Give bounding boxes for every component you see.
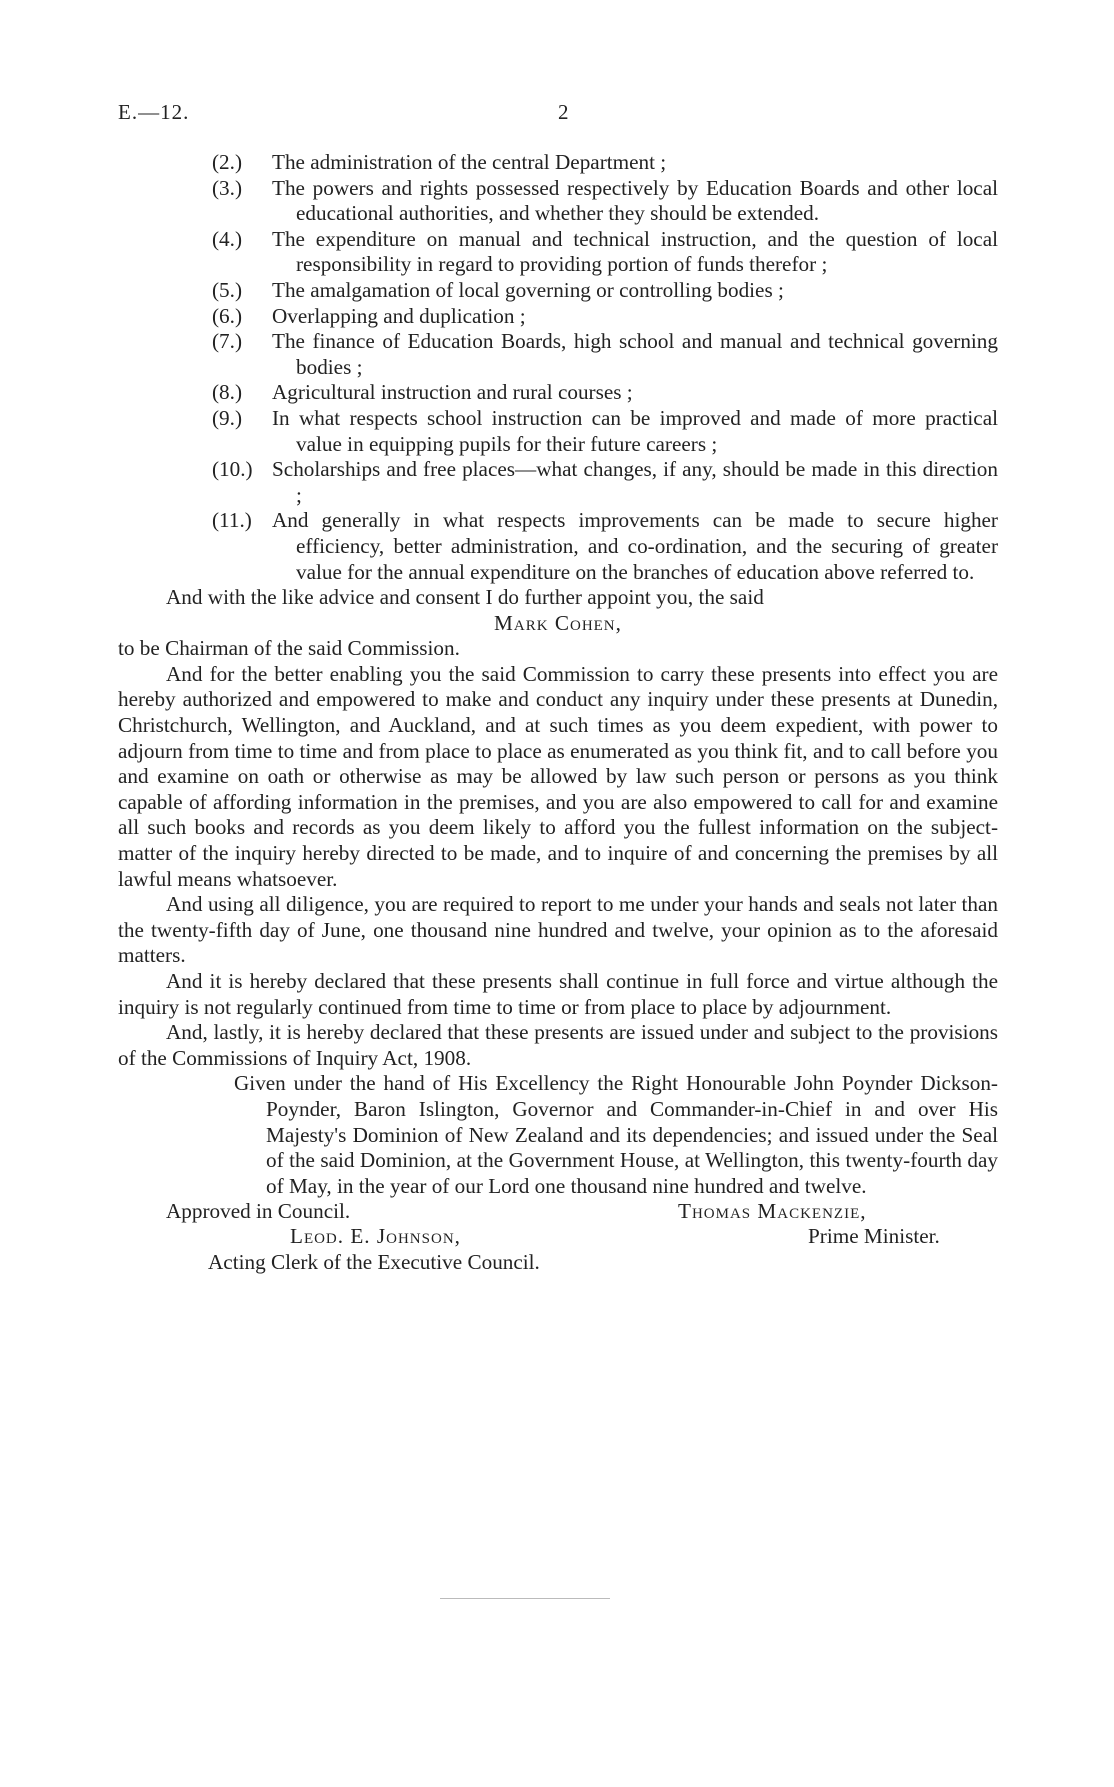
list-item	[118, 150, 998, 176]
list-item	[118, 278, 998, 304]
item-text: The powers and rights possessed respectively by Education Boards and other local educational authorities, and whether they should be extended.	[272, 175, 998, 226]
continuation-paragraph: And it is hereby declared that these presents shall continue in full force and virtue although the inquiry is not regularly continued from time to time or from place to place by adjournment.	[118, 969, 998, 1019]
appoint-paragraph: And with the like advice and consent I do further appoint you, the said	[166, 585, 764, 610]
item-number: (6.)	[212, 303, 243, 328]
list-item	[118, 380, 998, 406]
item-number: (3.)	[212, 175, 243, 200]
clerk-name: Leod. E. Johnson,	[290, 1224, 461, 1249]
list-item	[118, 457, 998, 508]
numbered-list	[118, 150, 998, 585]
chairman-role: to be Chairman of the said Commission.	[118, 636, 460, 661]
approved-in-council: Approved in Council.	[166, 1199, 351, 1224]
item-text: The finance of Education Boards, high school and manual and technical governing bodies ;	[272, 329, 998, 379]
given-under-paragraph: Given under the hand of His Excellency the Right Honourable John Poynder Dickson-Poynder, Baron Islington, Governor and Commander-in-Chief in and over His Majesty's Dominion of New Zealand and its dependencies; and issued under the Seal of the said Dominion, at the Government House, at Wellington, this twenty-fourth day of May, in the year of our Lord one thousand nine hundred and twelve.	[234, 1071, 998, 1198]
page-number: 2	[558, 100, 569, 124]
signature-block	[118, 1199, 998, 1275]
item-number: (10.)	[212, 457, 253, 482]
item-text: The expenditure on manual and technical instruction, and the question of local responsibility in regard to providing portion of funds therefor ;	[272, 226, 998, 277]
item-number: (11.)	[212, 508, 252, 533]
list-item	[118, 227, 998, 278]
item-number: (4.)	[212, 226, 243, 251]
clerk-title: Acting Clerk of the Executive Council.	[208, 1250, 540, 1275]
item-text: And generally in what respects improvements can be made to secure higher efficiency, better administration, and co-ordination, and the securing of greater value for the annual expenditure on the branches of education above referred to.	[272, 508, 998, 584]
item-number: (7.)	[212, 329, 243, 354]
list-item	[118, 304, 998, 330]
list-item	[118, 329, 998, 380]
item-text: Agricultural instruction and rural courses ;	[272, 380, 633, 405]
list-item	[118, 176, 998, 227]
page-header	[118, 100, 996, 130]
item-number: (5.)	[212, 277, 243, 302]
lastly-paragraph: And, lastly, it is hereby declared that these presents are issued under and subject to the provisions of the Commissions of Inquiry Act, 1908.	[118, 1020, 998, 1070]
document-code: E.—12.	[118, 100, 190, 124]
diligence-paragraph: And using all diligence, you are required to report to me under your hands and seals not later than the twenty-fifth day of June, one thousand nine hundred and twelve, your opinion as to the aforesaid matters.	[118, 892, 998, 968]
list-item	[118, 406, 998, 457]
item-text: The administration of the central Department ;	[272, 150, 667, 174]
document-body	[118, 150, 998, 1275]
item-number: (9.)	[212, 405, 243, 430]
item-number: (2.)	[212, 150, 243, 174]
list-item	[118, 508, 998, 585]
item-text: Overlapping and duplication ;	[272, 303, 526, 328]
closing-rule	[440, 1598, 610, 1599]
enabling-paragraph: And for the better enabling you the said Commission to carry these presents into effect you are hereby authorized and empowered to make and conduct any inquiry under these presents at Dunedin, Christchurch, Wellington, and Auckland, and at such times as you deem expedient, with power to adjourn from time to time and from place to place as enumerated as you think fit, and to call before you and examine on oath or otherwise as may be allowed by law such person or persons as you think capable of affording information in the premises, and you are also empowered to call for and examine all such books and records as you deem likely to afford you the fullest information on the subject-matter of the inquiry hereby directed to be made, and to inquire of and concerning the premises by all lawful means whatsoever.	[118, 661, 998, 891]
item-text: The amalgamation of local governing or controlling bodies ;	[272, 277, 784, 302]
item-text: Scholarships and free places—what changes, if any, should be made in this direction ;	[272, 457, 998, 507]
prime-minister-name: Thomas Mackenzie,	[678, 1199, 867, 1224]
item-text: In what respects school instruction can be improved and made of more practical value in equipping pupils for their future careers ;	[272, 405, 998, 456]
prime-minister-title: Prime Minister.	[808, 1224, 940, 1249]
item-number: (8.)	[212, 380, 243, 405]
chairman-name: Mark Cohen,	[494, 610, 622, 635]
